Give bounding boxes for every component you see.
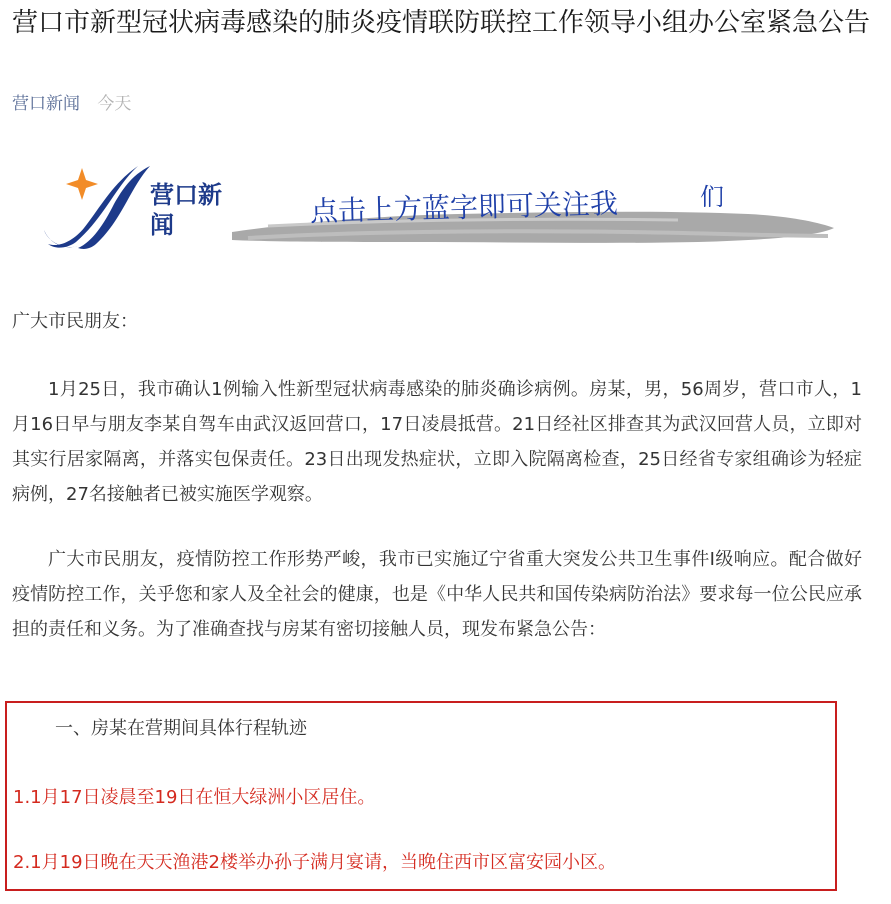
greeting: 广大市民朋友： xyxy=(12,311,138,332)
publish-date: 今天 xyxy=(97,94,132,114)
article-title: 营口市新型冠状病毒感染的肺炎疫情联防联控工作领导小组办公室紧急公告 xyxy=(12,8,871,38)
itinerary-item: 2.1月19日晚在天天渔港2楼举办孙子满月宴请，当晚住西市区富安园小区。 xyxy=(13,852,616,873)
follow-slogan: 点击上方蓝字即可关注我 xyxy=(309,186,619,228)
itinerary-notice-box xyxy=(5,701,837,891)
itinerary-item: 1.1月17日凌晨至19日在恒大绿洲小区居住。 xyxy=(13,787,376,808)
logo-text: 营口新闻 xyxy=(150,181,222,239)
follow-banner[interactable] xyxy=(38,158,838,258)
paragraph-appeal: 广大市民朋友，疫情防控工作形势严峻，我市已实施辽宁省重大突发公共卫生事件Ⅰ级响应。配合做好疫情防控工作，关乎您和家人及全社会的健康，也是《中华人民共和国传染病防治法》要求每一位公民应承担的责任和义务。为了准确查找与房某有密切接触人员，现发布紧急公告： xyxy=(12,549,862,640)
article-meta xyxy=(12,92,131,116)
itinerary-heading: 一、房某在营期间具体行程轨迹 xyxy=(55,718,307,739)
yingkou-news-logo-icon xyxy=(38,158,153,258)
follow-slogan-tail: 们 xyxy=(700,183,724,211)
paragraph-case-details: 1月25日，我市确认1例输入性新型冠状病毒感染的肺炎确诊病例。房某，男，56周岁，营口市人，1月16日早与朋友李某自驾车由武汉返回营口，17日凌晨抵营。21日经社区排查其为武汉回营人员，立即对其实行居家隔离，并落实包保责任。23日出现发热症状，立即入院隔离检查，25日经省专家组确诊为轻症病例，27名接触者已被实施医学观察。 xyxy=(12,379,862,505)
account-name-link[interactable]: 营口新闻 xyxy=(12,94,80,114)
